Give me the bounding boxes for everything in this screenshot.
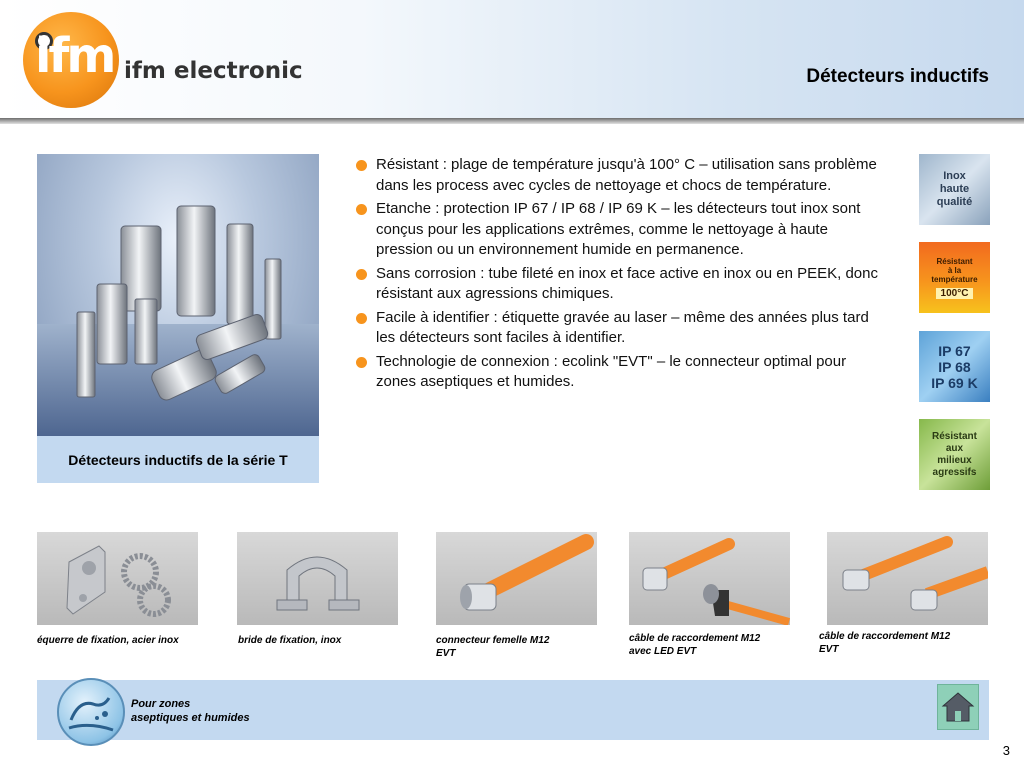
feature-item (354, 308, 879, 349)
badge-inox (919, 154, 990, 225)
page-number: 3 (1002, 743, 1010, 758)
product-image-cable (827, 532, 988, 625)
feature-text: Sans corrosion : tube fileté en inox et face active en inox ou en PEEK, donc résistant aux agressions chimiques. (376, 264, 878, 302)
led-cable-illustration (629, 532, 790, 625)
badge-line: qualité (936, 196, 973, 208)
badge-line: 100°C (936, 288, 974, 299)
badge-line: milieux (937, 454, 972, 466)
badge-line: IP 68 (938, 358, 971, 375)
badge-line: IP 69 K (931, 374, 978, 391)
product-image-clamp (237, 532, 398, 625)
feature-list (354, 155, 879, 396)
cable-illustration (827, 532, 988, 625)
product-caption: connecteur femelle M12 EVT (436, 635, 550, 659)
product-caption: équerre de fixation, acier inox (37, 635, 179, 646)
product-image-female-connector (436, 532, 597, 625)
mounting-bracket-illustration (37, 532, 198, 625)
clamp-illustration (237, 532, 398, 625)
feature-item (354, 264, 879, 305)
bullet-dot-icon (356, 269, 367, 280)
product-image-led-cable (629, 532, 790, 625)
feature-item (354, 352, 879, 393)
sensors-illustration (37, 154, 319, 436)
brand-name: ifm electronic (124, 58, 303, 84)
product-image-bracket (37, 532, 198, 625)
feature-text: Résistant : plage de température jusqu'à 100° C – utilisation sans problème dans les process avec cycles de nettoyage et chocs de température. (376, 156, 877, 194)
hero-product-image (37, 154, 319, 436)
aseptic-zone-icon (57, 678, 125, 746)
home-icon (941, 691, 975, 723)
badge-line: température (931, 274, 978, 284)
badge-line: aux (945, 442, 964, 454)
badge-line: à la (947, 265, 962, 275)
footer-label: Pour zones aseptiques et humides (131, 698, 250, 724)
product-caption: câble de raccordement M12 avec LED EVT (629, 633, 761, 657)
hero-caption: Détecteurs inductifs de la série T (37, 436, 319, 483)
feature-item (354, 199, 879, 261)
badge-aggressive-media (919, 419, 990, 490)
badge-line: Inox (943, 170, 966, 182)
logo-text: ifm (35, 28, 114, 84)
badge-line: agressifs (932, 466, 977, 478)
badge-line: IP 67 (938, 342, 971, 359)
product-caption: câble de raccordement M12 EVT (819, 631, 951, 655)
home-button[interactable] (937, 684, 979, 730)
feature-text: Etanche : protection IP 67 / IP 68 / IP 69 K – les détecteurs tout inox sont conçus pour les applications extrêmes, comme le nettoyage à haute pression ou un environnement humide en permanence. (376, 200, 861, 258)
aseptic-zone-icon-graphic (59, 680, 123, 744)
product-caption: bride de fixation, inox (238, 635, 342, 646)
badge-ip-rating (919, 331, 990, 402)
badge-line: Résistant (931, 430, 977, 442)
header-divider (0, 118, 1024, 124)
bullet-dot-icon (356, 160, 367, 171)
feature-text: Technologie de connexion : ecolink "EVT" – le connecteur optimal pour zones aseptiques et humides. (376, 352, 847, 390)
badge-temperature (919, 242, 990, 313)
badge-line: Résistant (936, 256, 973, 266)
bullet-dot-icon (356, 357, 367, 368)
bullet-dot-icon (356, 313, 367, 324)
bullet-dot-icon (356, 204, 367, 215)
connector-illustration (436, 532, 597, 625)
feature-item (354, 155, 879, 196)
feature-text: Facile à identifier : étiquette gravée au laser – même des années plus tard les détecteurs sont faciles à identifier. (376, 308, 869, 346)
badge-line: haute (939, 183, 970, 195)
page-title: Détecteurs inductifs (806, 66, 989, 87)
